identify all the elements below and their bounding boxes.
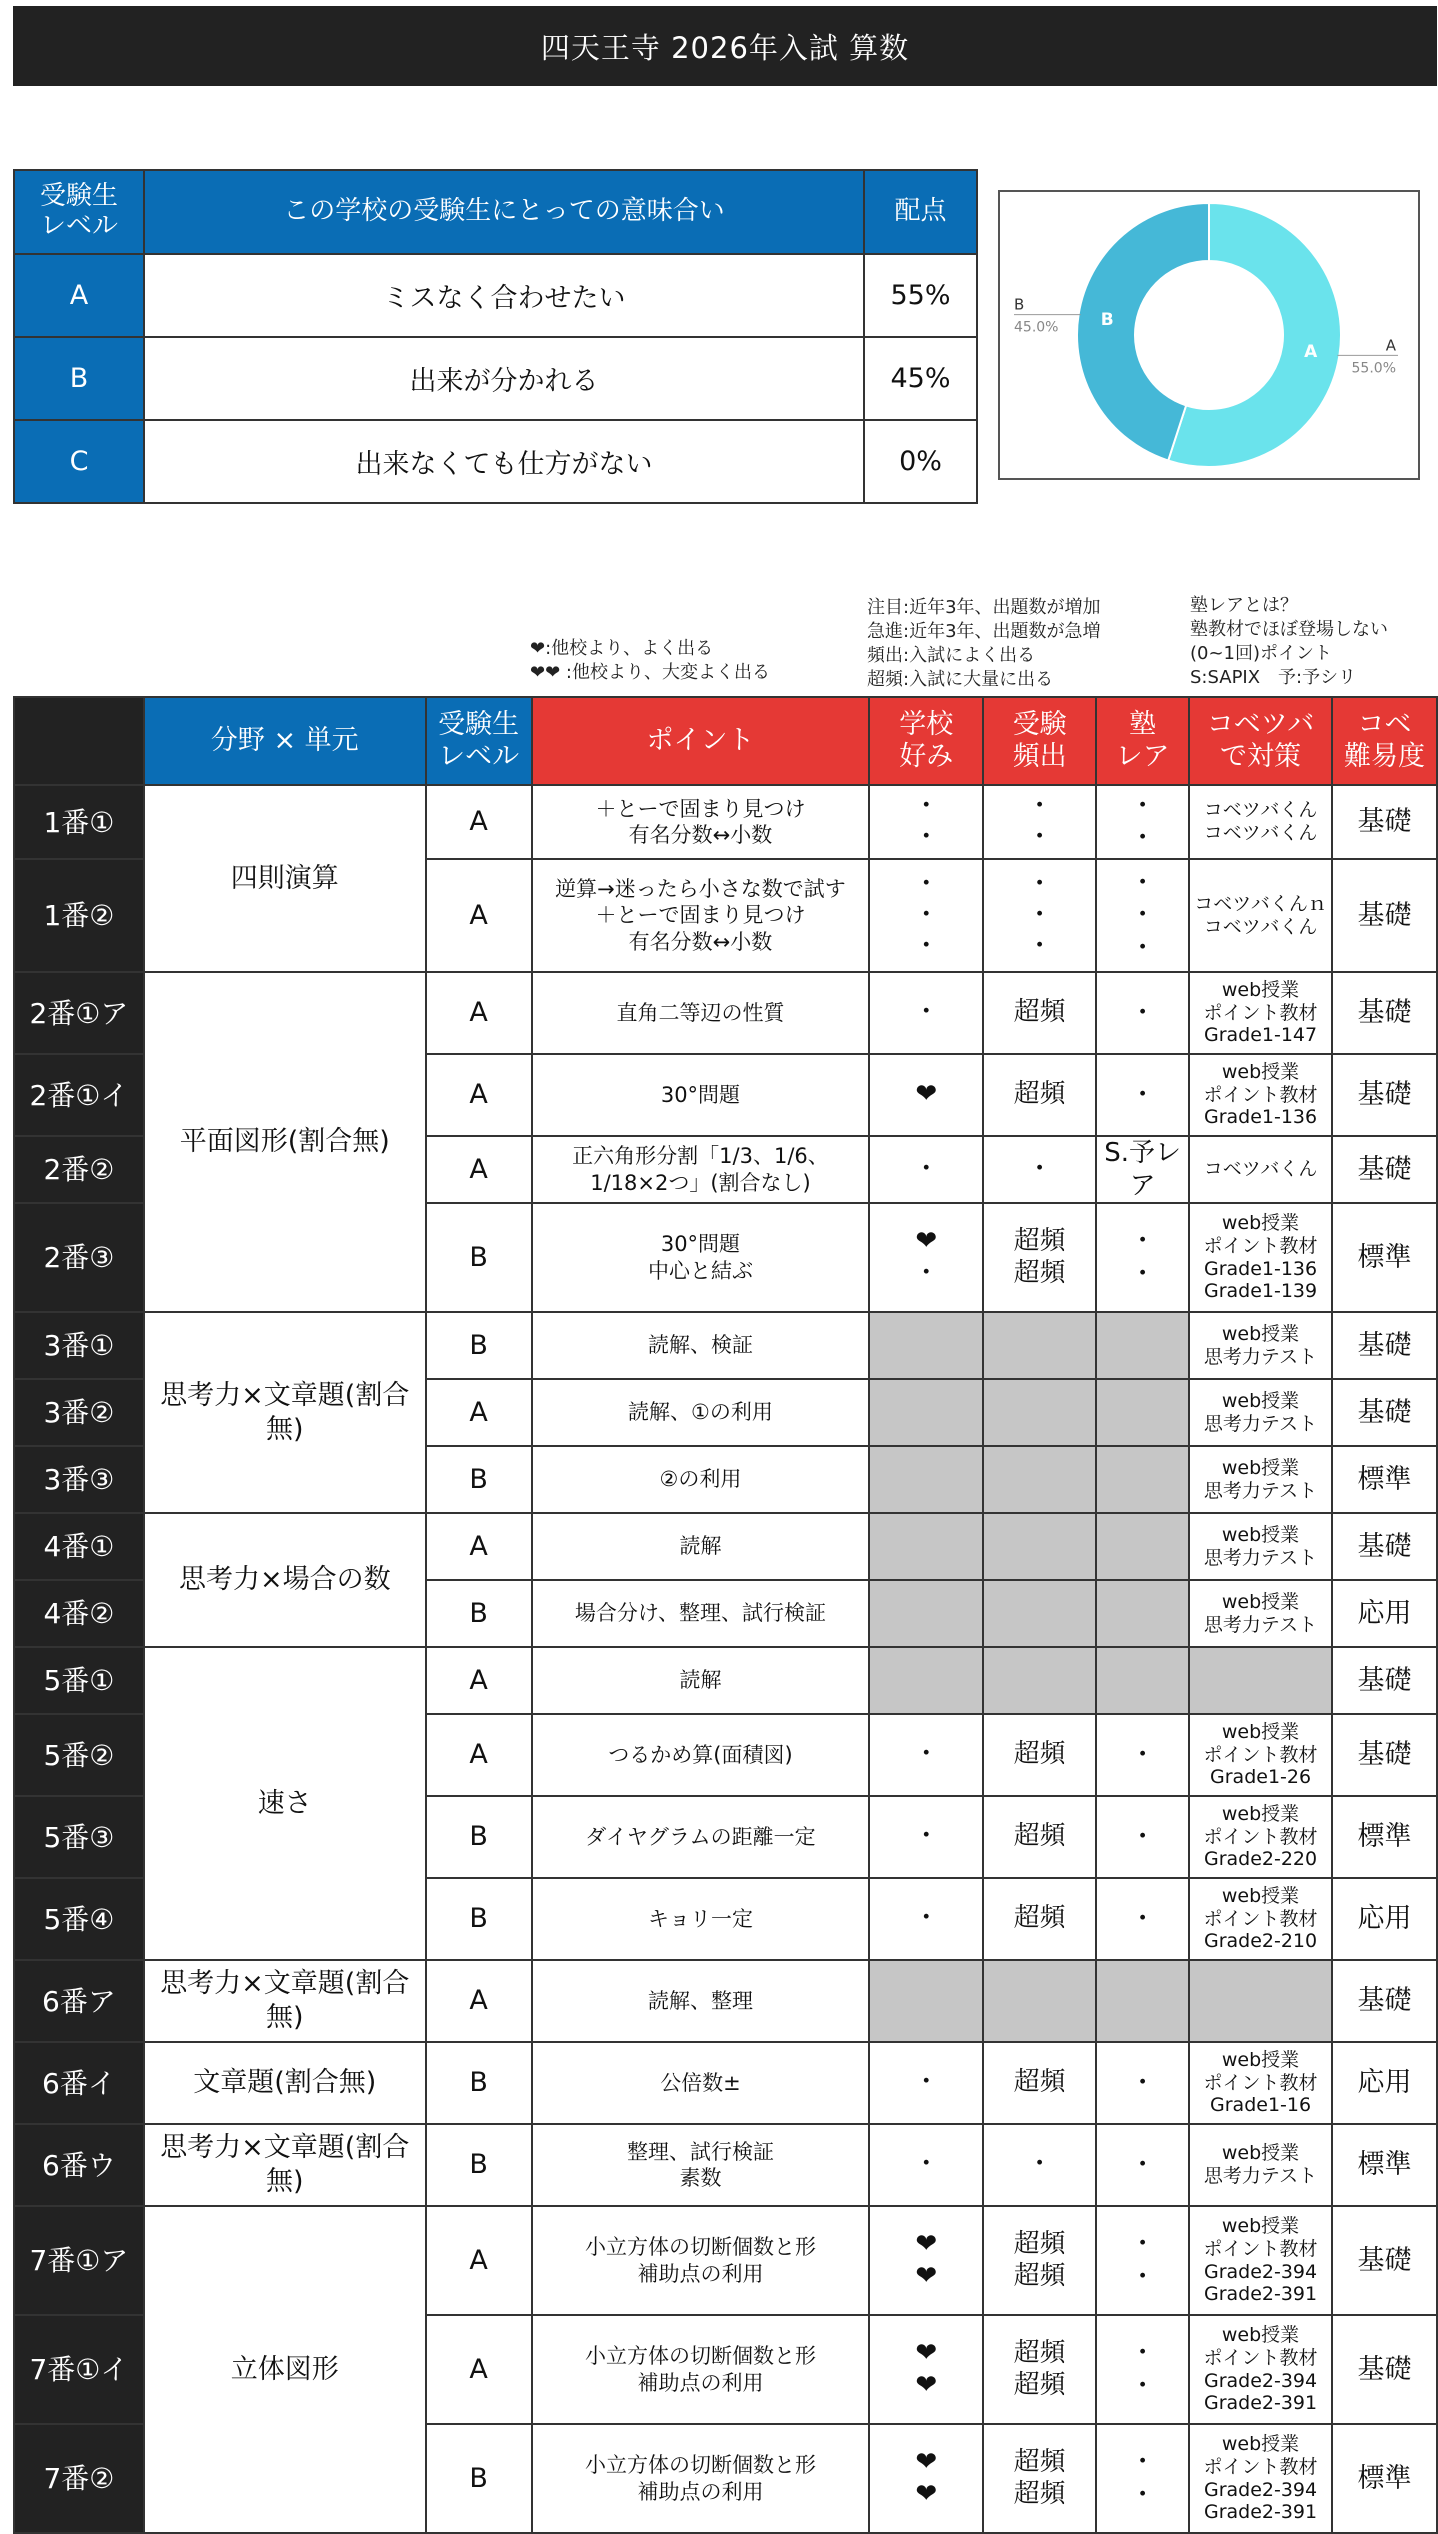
difficulty-cell: 標準 — [1332, 1796, 1437, 1878]
donut-value-label: 45.0% — [1014, 319, 1059, 336]
subject-header: 分野 × 単元 — [144, 697, 426, 785]
level-cell: A — [426, 1714, 532, 1796]
rare-cell: ・ — [1096, 972, 1189, 1054]
frequency-cell — [983, 1312, 1096, 1379]
level-code: A — [14, 254, 144, 337]
rare-cell: ・ — [1096, 1054, 1189, 1136]
rare-cell — [1096, 1960, 1189, 2042]
difficulty-cell: 基礎 — [1332, 785, 1437, 859]
frequency-cell: 超頻 超頻 — [983, 1203, 1096, 1312]
frequency-cell: ・ — [983, 1136, 1096, 1203]
difficulty-cell: 基礎 — [1332, 1960, 1437, 2042]
point-cell: 読解、整理 — [532, 1960, 870, 2042]
frequency-cell: 超頻 超頻 — [983, 2315, 1096, 2424]
level-header-text: 受験生 レベル — [39, 181, 118, 241]
donut-chart-svg — [1000, 192, 1418, 478]
frequency-cell — [983, 1960, 1096, 2042]
question-row — [14, 785, 1437, 859]
frequency-cell: ・ — [983, 2124, 1096, 2206]
kobetsuba-cell: コベツバくん — [1189, 1136, 1332, 1203]
donut-category-label: A — [1385, 336, 1396, 355]
preference-cell: ・ ・ — [869, 785, 983, 859]
difficulty-cell: 基礎 — [1332, 1136, 1437, 1203]
kobetsuba-cell: web授業 思考力テスト — [1189, 2124, 1332, 2206]
frequency-cell: 超頻 — [983, 972, 1096, 1054]
rare-cell: ・ ・ — [1096, 2315, 1189, 2424]
point-cell: 場合分け、整理、試行検証 — [532, 1580, 870, 1647]
difficulty-cell: 応用 — [1332, 1580, 1437, 1647]
preference-cell — [869, 1312, 983, 1379]
level-score: 45% — [864, 337, 977, 420]
point-cell: ＋とーで固まり見つけ 有名分数↔小数 — [532, 785, 870, 859]
kobetsuba-cell: web授業 思考力テスト — [1189, 1446, 1332, 1513]
level-score: 55% — [864, 254, 977, 337]
preference-cell: ❤ ❤ — [869, 2424, 983, 2533]
level-row — [14, 254, 977, 337]
level-cell: A — [426, 2315, 532, 2424]
question-number: 2番③ — [14, 1203, 144, 1312]
question-row — [14, 1960, 1437, 2042]
preference-cell: ❤ ❤ — [869, 2206, 983, 2315]
kobetsuba-header: コベツバ で対策 — [1189, 697, 1332, 785]
kobetsuba-cell: web授業 ポイント教材 Grade2-394 Grade2-391 — [1189, 2315, 1332, 2424]
kobetsuba-cell: web授業 ポイント教材 Grade1-147 — [1189, 972, 1332, 1054]
donut-inner-label: B — [1100, 309, 1114, 330]
level-cell: B — [426, 1580, 532, 1647]
frequency-cell — [983, 1379, 1096, 1446]
level-table — [13, 169, 978, 504]
rare-cell — [1096, 1379, 1189, 1446]
level-cell: A — [426, 1513, 532, 1580]
preference-cell: ❤ — [869, 1054, 983, 1136]
question-number: 7番② — [14, 2424, 144, 2533]
subject-cell: 思考力×文章題(割合無) — [144, 2124, 426, 2206]
subject-cell: 思考力×文章題(割合無) — [144, 1960, 426, 2042]
question-row — [14, 1312, 1437, 1379]
rare-cell: ・ ・ — [1096, 2206, 1189, 2315]
kobetsuba-cell: web授業 思考力テスト — [1189, 1580, 1332, 1647]
rare-cell: ・ — [1096, 2042, 1189, 2124]
difficulty-cell: 基礎 — [1332, 1054, 1437, 1136]
point-cell: 小立方体の切断個数と形 補助点の利用 — [532, 2424, 870, 2533]
level-cell: A — [426, 1054, 532, 1136]
meaning-header: この学校の受験生にとっての意味合い — [144, 170, 864, 254]
point-cell: 読解 — [532, 1647, 870, 1714]
frequency-cell: 超頻 — [983, 1878, 1096, 1960]
rare-cell: ・ ・ — [1096, 785, 1189, 859]
level-cell: B — [426, 2042, 532, 2124]
rare-cell: ・ — [1096, 1714, 1189, 1796]
kobetsuba-cell: web授業 ポイント教材 Grade1-26 — [1189, 1714, 1332, 1796]
level-cell: A — [426, 859, 532, 972]
point-cell: ダイヤグラムの距離一定 — [532, 1796, 870, 1878]
difficulty-cell: 基礎 — [1332, 1513, 1437, 1580]
rare-cell — [1096, 1513, 1189, 1580]
difficulty-cell: 基礎 — [1332, 1379, 1437, 1446]
question-row — [14, 1647, 1437, 1714]
kobetsuba-cell: web授業 ポイント教材 Grade2-220 — [1189, 1796, 1332, 1878]
difficulty-cell: 基礎 — [1332, 2315, 1437, 2424]
difficulty-cell: 標準 — [1332, 2424, 1437, 2533]
rare-cell — [1096, 1647, 1189, 1714]
question-number: 1番② — [14, 859, 144, 972]
subject-cell: 平面図形(割合無) — [144, 972, 426, 1312]
difficulty-cell: 基礎 — [1332, 972, 1437, 1054]
subject-cell: 四則演算 — [144, 785, 426, 972]
frequency-header: 受験 頻出 — [983, 697, 1096, 785]
kobetsuba-cell: web授業 思考力テスト — [1189, 1312, 1332, 1379]
point-cell: つるかめ算(面積図) — [532, 1714, 870, 1796]
difficulty-cell: 基礎 — [1332, 2206, 1437, 2315]
question-number: 6番ア — [14, 1960, 144, 2042]
kobetsuba-cell — [1189, 1960, 1332, 2042]
kobetsuba-cell: web授業 ポイント教材 Grade2-210 — [1189, 1878, 1332, 1960]
donut-category-label: B — [1014, 295, 1025, 314]
point-cell: 直角二等辺の性質 — [532, 972, 870, 1054]
difficulty-header: コベ 難易度 — [1332, 697, 1437, 785]
frequency-cell: ・ ・ — [983, 785, 1096, 859]
kobetsuba-cell: コベツバくんｎ コベツバくん — [1189, 859, 1332, 972]
donut-value-label: 55.0% — [1351, 360, 1396, 377]
rare-cell — [1096, 1580, 1189, 1647]
question-row — [14, 2206, 1437, 2315]
question-number: 2番② — [14, 1136, 144, 1203]
point-header: ポイント — [532, 697, 870, 785]
difficulty-cell: 標準 — [1332, 1446, 1437, 1513]
level-meaning: 出来なくても仕方がない — [144, 420, 864, 503]
subject-cell: 立体図形 — [144, 2206, 426, 2533]
rare-cell: ・ — [1096, 2124, 1189, 2206]
point-cell: 公倍数± — [532, 2042, 870, 2124]
preference-cell — [869, 1960, 983, 2042]
frequency-cell: ・ ・ ・ — [983, 859, 1096, 972]
subject-cell: 文章題(割合無) — [144, 2042, 426, 2124]
preference-cell — [869, 1647, 983, 1714]
kobetsuba-cell: web授業 思考力テスト — [1189, 1513, 1332, 1580]
question-table — [13, 696, 1438, 2534]
question-row — [14, 2124, 1437, 2206]
question-number: 3番③ — [14, 1446, 144, 1513]
level-cell: B — [426, 1446, 532, 1513]
point-cell: 30°問題 中心と結ぶ — [532, 1203, 870, 1312]
subject-cell: 思考力×場合の数 — [144, 1513, 426, 1647]
preference-cell: ・ — [869, 1878, 983, 1960]
question-number: 6番ウ — [14, 2124, 144, 2206]
donut-inner-label: A — [1304, 342, 1318, 363]
level-cell: A — [426, 1960, 532, 2042]
frequency-cell: 超頻 — [983, 1054, 1096, 1136]
legend-heart: ❤:他校より、よく出る ❤❤ :他校より、大変よく出る — [530, 638, 770, 683]
question-number: 6番イ — [14, 2042, 144, 2124]
level-row — [14, 337, 977, 420]
question-number: 1番① — [14, 785, 144, 859]
question-number: 5番④ — [14, 1878, 144, 1960]
rare-cell: ・ — [1096, 1878, 1189, 1960]
difficulty-cell: 応用 — [1332, 1878, 1437, 1960]
point-cell: 読解 — [532, 1513, 870, 1580]
rare-cell: ・ — [1096, 1796, 1189, 1878]
frequency-cell — [983, 1446, 1096, 1513]
level-cell: A — [426, 1379, 532, 1446]
point-cell: 30°問題 — [532, 1054, 870, 1136]
level-cell: B — [426, 1878, 532, 1960]
preference-cell: ・ — [869, 972, 983, 1054]
question-number: 5番② — [14, 1714, 144, 1796]
donut-chart — [998, 190, 1420, 480]
difficulty-cell: 応用 — [1332, 2042, 1437, 2124]
level-cell: B — [426, 1796, 532, 1878]
frequency-cell: 超頻 — [983, 2042, 1096, 2124]
preference-cell: ❤ ❤ — [869, 2315, 983, 2424]
preference-cell — [869, 1446, 983, 1513]
question-number: 5番① — [14, 1647, 144, 1714]
level-row — [14, 420, 977, 503]
preference-cell: ・ — [869, 1714, 983, 1796]
question-number: 5番③ — [14, 1796, 144, 1878]
frequency-cell: 超頻 — [983, 1796, 1096, 1878]
level-cell: B — [426, 1312, 532, 1379]
question-row — [14, 2042, 1437, 2124]
level-cell: B — [426, 1203, 532, 1312]
preference-cell: ・ ・ ・ — [869, 859, 983, 972]
frequency-cell: 超頻 超頻 — [983, 2424, 1096, 2533]
subject-cell: 思考力×文章題(割合無) — [144, 1312, 426, 1513]
point-cell: 逆算→迷ったら小さな数で試す ＋とーで固まり見つけ 有名分数↔小数 — [532, 859, 870, 972]
difficulty-cell: 標準 — [1332, 1203, 1437, 1312]
level-cell: A — [426, 2206, 532, 2315]
preference-cell: ・ — [869, 2124, 983, 2206]
level-code: B — [14, 337, 144, 420]
kobetsuba-cell: web授業 ポイント教材 Grade2-394 Grade2-391 — [1189, 2424, 1332, 2533]
question-row — [14, 972, 1437, 1054]
point-cell: 読解、検証 — [532, 1312, 870, 1379]
level-meaning: 出来が分かれる — [144, 337, 864, 420]
score-header: 配点 — [864, 170, 977, 254]
kobetsuba-cell: web授業 ポイント教材 Grade1-136 Grade1-139 — [1189, 1203, 1332, 1312]
level-cell: A — [426, 1647, 532, 1714]
level-cell: A — [426, 785, 532, 859]
rare-cell: ・ ・ — [1096, 2424, 1189, 2533]
question-number: 2番①イ — [14, 1054, 144, 1136]
difficulty-cell: 基礎 — [1332, 1312, 1437, 1379]
legend-rare: 塾レアとは？ 塾教材でほぼ登場しない (0~1回)ポイント S:SAPIX 予:予シリ — [1190, 595, 1388, 688]
preference-cell: ・ — [869, 2042, 983, 2124]
frequency-cell — [983, 1580, 1096, 1647]
frequency-cell: 超頻 — [983, 1714, 1096, 1796]
question-number: 3番① — [14, 1312, 144, 1379]
preference-cell — [869, 1513, 983, 1580]
question-number: 2番①ア — [14, 972, 144, 1054]
question-number: 4番② — [14, 1580, 144, 1647]
page-title: 四天王寺 2026年入試 算数 — [13, 6, 1437, 86]
level-cell: B — [426, 2124, 532, 2206]
rare-cell — [1096, 1446, 1189, 1513]
subject-cell: 速さ — [144, 1647, 426, 1960]
difficulty-cell: 基礎 — [1332, 1714, 1437, 1796]
rare-header: 塾 レア — [1096, 697, 1189, 785]
point-cell: キョリ一定 — [532, 1878, 870, 1960]
difficulty-cell: 標準 — [1332, 2124, 1437, 2206]
difficulty-cell: 基礎 — [1332, 1647, 1437, 1714]
level-cell: A — [426, 972, 532, 1054]
point-cell: 小立方体の切断個数と形 補助点の利用 — [532, 2315, 870, 2424]
level-code: C — [14, 420, 144, 503]
point-cell: 小立方体の切断個数と形 補助点の利用 — [532, 2206, 870, 2315]
rare-cell — [1096, 1312, 1189, 1379]
kobetsuba-cell: web授業 思考力テスト — [1189, 1379, 1332, 1446]
point-cell: 正六角形分割「1/3、1/6、 1/18×2つ」(割合なし) — [532, 1136, 870, 1203]
rare-cell: ・ ・ — [1096, 1203, 1189, 1312]
rare-cell: S.予レア — [1096, 1136, 1189, 1203]
kobetsuba-cell — [1189, 1647, 1332, 1714]
preference-header: 学校 好み — [869, 697, 983, 785]
point-cell: 読解、①の利用 — [532, 1379, 870, 1446]
level-meaning: ミスなく合わせたい — [144, 254, 864, 337]
level-score: 0% — [864, 420, 977, 503]
legend-frequency: 注目:近年3年、出題数が増加 急進:近年3年、出題数が急増 頻出:入試によく出る 超頻:入試に大量に出る — [867, 597, 1101, 690]
question-header — [14, 697, 144, 785]
frequency-cell: 超頻 超頻 — [983, 2206, 1096, 2315]
question-number: 4番① — [14, 1513, 144, 1580]
frequency-cell — [983, 1647, 1096, 1714]
rare-cell: ・ ・ ・ — [1096, 859, 1189, 972]
question-number: 7番①イ — [14, 2315, 144, 2424]
difficulty-cell: 基礎 — [1332, 859, 1437, 972]
kobetsuba-cell: コベツバくん コベツバくん — [1189, 785, 1332, 859]
point-cell: ②の利用 — [532, 1446, 870, 1513]
preference-cell: ❤ ・ — [869, 1203, 983, 1312]
preference-cell — [869, 1379, 983, 1446]
question-number: 3番② — [14, 1379, 144, 1446]
preference-cell: ・ — [869, 1796, 983, 1878]
preference-cell — [869, 1580, 983, 1647]
kobetsuba-cell: web授業 ポイント教材 Grade1-16 — [1189, 2042, 1332, 2124]
kobetsuba-cell: web授業 ポイント教材 Grade2-394 Grade2-391 — [1189, 2206, 1332, 2315]
preference-cell: ・ — [869, 1136, 983, 1203]
point-cell: 整理、試行検証 素数 — [532, 2124, 870, 2206]
level-cell: A — [426, 1136, 532, 1203]
level-header — [14, 170, 144, 254]
level-header: 受験生 レベル — [426, 697, 532, 785]
level-cell: B — [426, 2424, 532, 2533]
frequency-cell — [983, 1513, 1096, 1580]
kobetsuba-cell: web授業 ポイント教材 Grade1-136 — [1189, 1054, 1332, 1136]
question-row — [14, 1513, 1437, 1580]
question-number: 7番①ア — [14, 2206, 144, 2315]
